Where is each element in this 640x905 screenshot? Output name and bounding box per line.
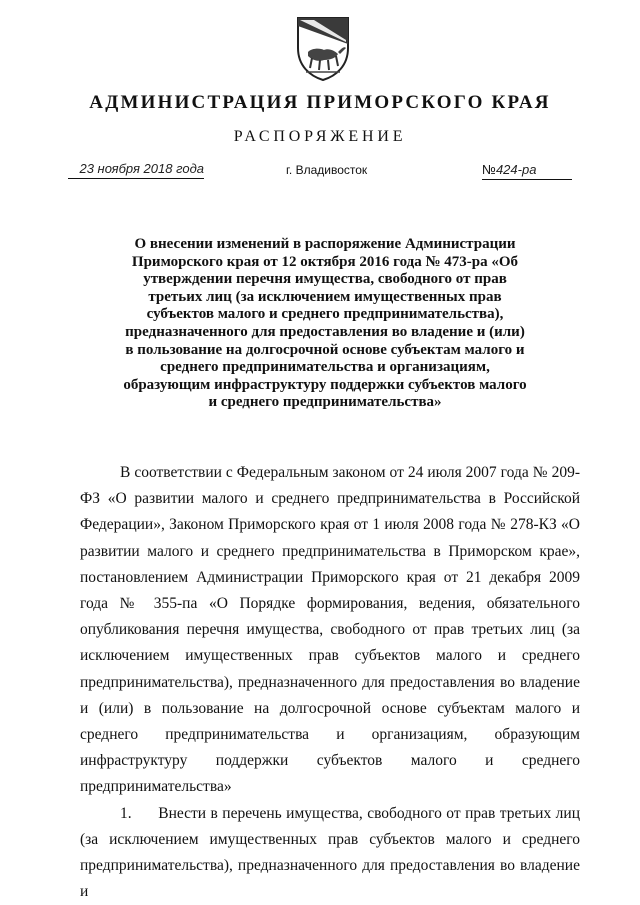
number-sign: №	[482, 162, 496, 177]
document-date: 23 ноября 2018 года	[79, 161, 204, 176]
item-1-paragraph: 1. Внести в перечень имущества, свободного от прав третьих лиц (за исключением имущественных прав субъектов малого и среднего предпринимательства), предназначенного для предоставления во владение и	[80, 804, 584, 901]
organization-name: АДМИНИСТРАЦИЯ ПРИМОРСКОГО КРАЯ	[89, 92, 551, 113]
document-title: О внесении изменений в распоряжение Администрации Приморского края от 12 октября 2016 года № 473-ра «Об утверждении перечня имущества, свободного от прав третьих лиц (за исключением имущественных прав субъектов малого и среднего предпринимательства), предназначенного для предоставления во владение и (или) в пользование на долгосрочной основе субъектам малого и среднего предпринимательства и организациям, образующим инфраструктуру поддержки субъектов малого и среднего предпринимательства»	[123, 236, 527, 411]
number-field	[482, 161, 572, 180]
preamble-paragraph: В соответствии с Федеральным законом от 24 июля 2007 года № 209-ФЗ «О развитии малого и среднего предпринимательства в Российской Федерации», Законом Приморского края от 1 июля 2008 года № 278-КЗ «О развитии малого и среднего предпринимательства в Приморском крае», постановлением Администрации Приморского края от 21 декабря 2009 года № 355-па «О Порядке формирования, ведения, обязательного опубликования перечня имущества, свободного от прав третьих лиц (за исключением имущественных прав субъектов малого и среднего предпринимательства), предназначенного для предоставления во владение и (или) в пользование на долгосрочной основе субъектам малого и среднего предпринимательства и организациям, образующим инфраструктуру поддержки субъектов малого и среднего предпринимательства»	[80, 464, 580, 796]
document-body	[80, 460, 584, 905]
date-field	[68, 160, 204, 179]
city: г. Владивосток	[286, 163, 368, 177]
document-type: РАСПОРЯЖЕНИЕ	[233, 128, 407, 145]
document-number: 424-ра	[495, 162, 537, 177]
coat-of-arms-icon	[294, 14, 352, 82]
